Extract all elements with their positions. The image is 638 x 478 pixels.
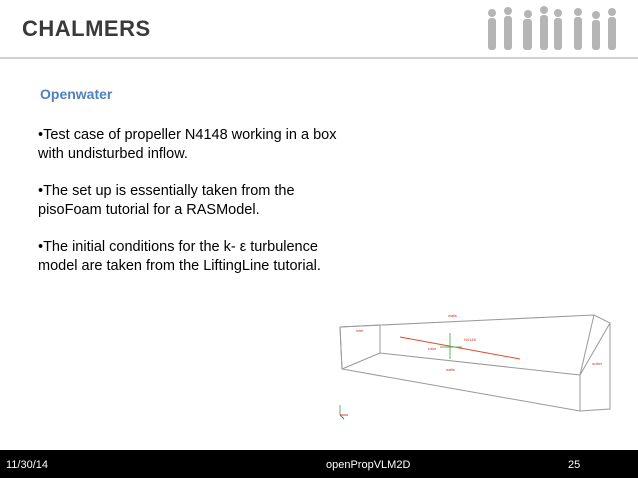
axis-triad-icon bbox=[340, 405, 348, 419]
label-bottom: walls bbox=[446, 367, 455, 372]
bullet-item: •Test case of propeller N4148 working in a box with undisturbed inflow. bbox=[38, 127, 337, 162]
label-propeller: N4148 bbox=[464, 337, 476, 342]
propeller-axis bbox=[400, 337, 520, 359]
label-outlet: outlet bbox=[592, 361, 602, 366]
bullet-item: •The initial conditions for the k- ε turbulence model are taken from the LiftingLine tutorial. bbox=[38, 239, 321, 274]
slide-footer bbox=[0, 450, 638, 478]
footer-date: 11/30/14 bbox=[6, 459, 49, 471]
bullet-item: •The set up is essentially taken from the pisoFoam tutorial for a RASModel. bbox=[38, 183, 295, 218]
domain-box-figure bbox=[330, 305, 620, 425]
label-propeller-left: rotor bbox=[428, 346, 437, 351]
footer-page-number: 25 bbox=[568, 459, 581, 471]
slide-header bbox=[0, 0, 638, 58]
footer-title: openPropVLM2D bbox=[326, 459, 411, 471]
slide-subtitle: Openwater bbox=[40, 86, 113, 102]
chalmers-logo: CHALMERS bbox=[22, 16, 151, 41]
label-inlet: inlet bbox=[356, 328, 364, 333]
header-divider bbox=[0, 57, 638, 59]
people-silhouettes-icon bbox=[478, 4, 628, 52]
box-wireframe bbox=[340, 315, 610, 411]
label-top: walls bbox=[448, 313, 457, 318]
bullet-list bbox=[38, 126, 358, 294]
